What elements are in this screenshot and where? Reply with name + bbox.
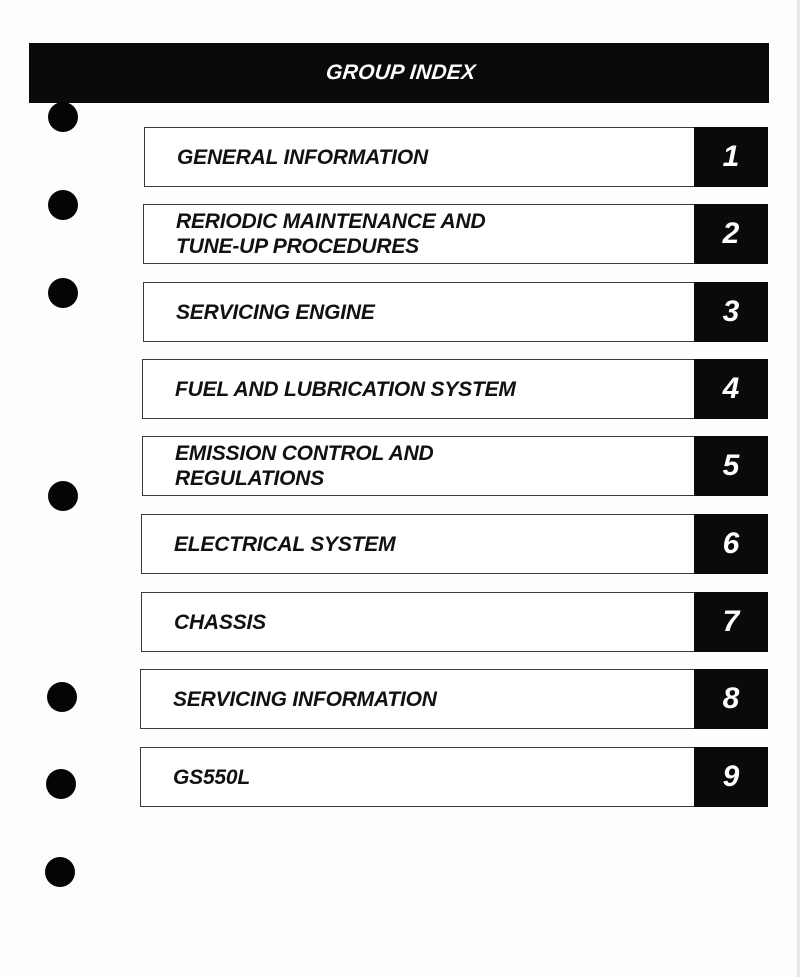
entry-label-box — [140, 747, 694, 807]
entry-number-tab — [694, 747, 768, 807]
index-entry-chassis[interactable] — [141, 592, 768, 652]
entry-label-box — [143, 204, 694, 264]
entry-label: GENERAL INFORMATION — [177, 145, 428, 169]
entry-label-box — [141, 592, 694, 652]
entry-label-box — [142, 359, 694, 419]
entry-number: 1 — [722, 140, 740, 173]
index-entry-servicing-engine[interactable] — [143, 282, 768, 342]
index-entry-electrical-system[interactable] — [141, 514, 768, 574]
entry-number-tab — [694, 514, 768, 574]
binder-hole — [45, 857, 75, 887]
index-entry-periodic-maintenance[interactable] — [143, 204, 768, 264]
index-entry-gs550l[interactable] — [140, 747, 768, 807]
index-entry-general-information[interactable] — [144, 127, 768, 187]
binder-hole — [48, 278, 78, 308]
entry-label: SERVICING ENGINE — [176, 300, 375, 324]
entry-number-tab — [694, 592, 768, 652]
group-index-header — [29, 43, 769, 103]
entry-label: RERIODIC MAINTENANCE AND TUNE-UP PROCEDURES — [176, 210, 486, 258]
index-entry-fuel-lubrication[interactable] — [142, 359, 768, 419]
entry-number: 2 — [722, 217, 740, 250]
index-entry-servicing-information[interactable] — [140, 669, 768, 729]
entry-number-tab — [694, 282, 768, 342]
entry-label-box — [141, 514, 694, 574]
entry-number: 3 — [722, 295, 740, 328]
entry-number: 8 — [722, 682, 740, 715]
entry-number: 7 — [722, 605, 740, 638]
entry-label-box — [144, 127, 694, 187]
binder-hole — [48, 190, 78, 220]
entry-label-box — [143, 282, 694, 342]
entry-label: CHASSIS — [174, 610, 266, 634]
entry-number: 4 — [722, 372, 740, 405]
entry-number: 9 — [722, 760, 740, 793]
entry-label: GS550L — [173, 765, 251, 789]
entry-number: 6 — [722, 527, 740, 560]
entry-label: ELECTRICAL SYSTEM — [174, 532, 396, 556]
entry-label: SERVICING INFORMATION — [173, 687, 437, 711]
page-title: GROUP INDEX — [325, 61, 478, 84]
entry-label: FUEL AND LUBRICATION SYSTEM — [175, 377, 516, 401]
entry-number-tab — [694, 127, 768, 187]
binder-hole — [47, 682, 77, 712]
index-entry-emission-control[interactable] — [142, 436, 768, 496]
entry-number-tab — [694, 204, 768, 264]
entry-label-box — [142, 436, 694, 496]
entry-number: 5 — [722, 449, 740, 482]
entry-label-box — [140, 669, 694, 729]
binder-hole — [48, 481, 78, 511]
entry-number-tab — [694, 359, 768, 419]
entry-number-tab — [694, 436, 768, 496]
binder-hole — [48, 102, 78, 132]
entry-number-tab — [694, 669, 768, 729]
entry-label: EMISSION CONTROL AND REGULATIONS — [175, 442, 434, 490]
binder-hole — [46, 769, 76, 799]
